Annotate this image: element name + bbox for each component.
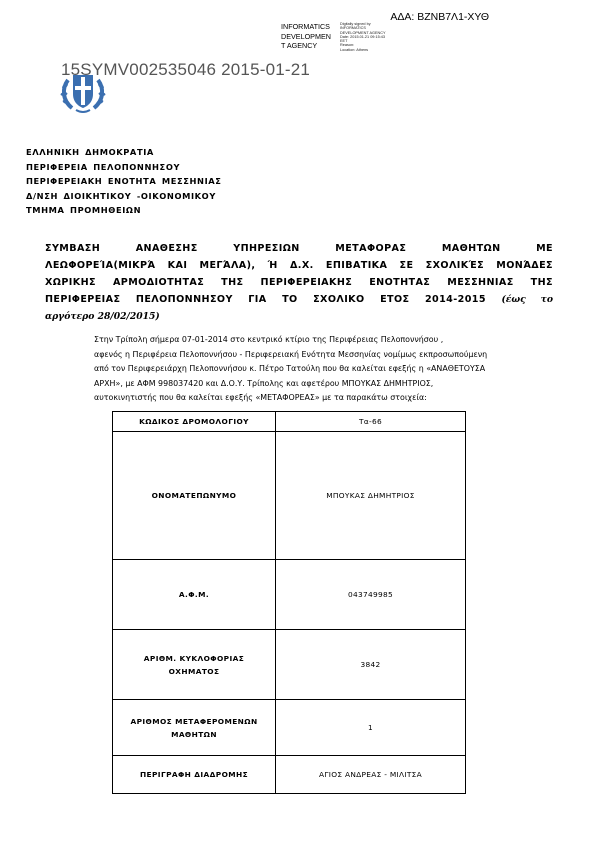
title-line: ΧΩΡΙΚΗΣ ΑΡΜΟΔΙΟΤΗΤΑΣ ΤΗΣ ΠΕΡΙΦΕΡΕΙΑΚΗΣ ΕΝΟΤΗΤΑΣ ΜΕΣΣΗΝΙΑΣ ΤΗΣ bbox=[45, 277, 553, 288]
header-line: ΠΕΡΙΦΕΡΕΙΑ ΠΕΛΟΠΟΝΝΗΣΟΥ bbox=[26, 161, 181, 172]
table-value: ΜΠΟΥΚΑΣ ΔΗΜΗΤΡΙΟΣ bbox=[276, 432, 466, 560]
table-value: Τα-66 bbox=[276, 412, 466, 432]
table-label: ΑΡΙΘΜΟΣ ΜΕΤΑΦΕΡΟΜΕΝΩΝ ΜΑΘΗΤΩΝ bbox=[113, 700, 276, 756]
intro-line: Στην Τρίπολη σήμερα 07-01-2014 στο κεντρικό κτίριο της Περιφέρειας Πελοποννήσου , bbox=[94, 335, 444, 344]
stamp-org-line: T AGENCY bbox=[281, 41, 318, 50]
stamp-detail-line: EET bbox=[340, 39, 348, 44]
table-row bbox=[113, 756, 466, 794]
table-label: ΑΡΙΘΜ. ΚΥΚΛΟΦΟΡΙΑΣ ΟΧΗΜΑΤΟΣ bbox=[113, 630, 276, 700]
stamp-detail-line: Digitally signed by bbox=[340, 22, 371, 26]
document-watermark: 15SYMV002535046 2015-01-21 bbox=[61, 60, 311, 79]
title-suffix: (έως το bbox=[501, 294, 553, 305]
stamp-detail-line: INFORMATICS bbox=[340, 26, 366, 31]
title-line: ΛΕΩΦΟΡΕΊΑ(ΜΙΚΡΆ ΚΑΙ ΜΕΓΆΛΑ), Ή Δ.Χ. ΕΠΙΒΑΤΙΚΑ ΣΕ ΣΧΟΛΙΚΈΣ ΜΟΝΆΔΕΣ bbox=[45, 260, 553, 271]
table-row bbox=[113, 700, 466, 756]
title-line bbox=[45, 291, 553, 308]
table-value: ΑΓΙΟΣ ΑΝΔΡΕΑΣ - ΜΙΛΙΤΣΑ bbox=[276, 756, 466, 794]
stamp-detail-line: Location: Athens bbox=[340, 47, 369, 52]
stamp-org-line: DEVELOPMEN bbox=[281, 31, 331, 41]
title-line: ΣΥΜΒΑΣΗ ΑΝΑΘΕΣΗΣ ΥΠΗΡΕΣΙΩΝ ΜΕΤΑΦΟΡΑΣ ΜΑΘΗΤΩΝ ΜΕ bbox=[45, 243, 553, 254]
title-line-text: ΠΕΡΙΦΕΡΕΙΑΣ ΠΕΛΟΠΟΝΝΗΣΟΥ ΓΙΑ ΤΟ ΣΧΟΛΙΚΟ ΕΤΟΣ 2014-2015 bbox=[45, 294, 486, 305]
stamp-detail-line: DEVELOPMENT AGENCY bbox=[340, 30, 386, 35]
table-row bbox=[113, 412, 466, 432]
header-line: Δ/ΝΣΗ ΔΙΟΙΚΗΤΙΚΟΥ -ΟΙΚΟΝΟΜΙΚΟΥ bbox=[26, 190, 216, 201]
intro-line: από τον Περιφερειάρχη Πελοποννήσου κ. Πέτρο Τατούλη που θα καλείται εφεξής η «ΑΝΑΘΕΤΟΥΣΑ bbox=[94, 364, 486, 373]
ada-code: ΑΔΑ: ΒΖΝΒ7Λ1-ΧΥΘ bbox=[390, 11, 489, 23]
document-title bbox=[45, 240, 553, 325]
contract-intro bbox=[94, 333, 556, 406]
stamp-detail-line: Date: 2015.01.21 09:15:43 bbox=[340, 34, 385, 39]
header-line: ΕΛΛΗΝΙΚΗ ΔΗΜΟΚΡΑΤΙΑ bbox=[26, 147, 154, 157]
table-label: ΟΝΟΜΑΤΕΠΩΝΥΜΟ bbox=[113, 432, 276, 560]
intro-line: ΑΡΧΗ», με ΑΦΜ 998037420 και Δ.Ο.Υ. Τρίπολης και αφετέρου ΜΠΟΥΚΑΣ ΔΗΜΗΤΡΙΟΣ, bbox=[94, 378, 434, 388]
table-row bbox=[113, 630, 466, 700]
table-value: 1 bbox=[276, 700, 466, 756]
table-row bbox=[113, 560, 466, 630]
header-line: ΠΕΡΙΦΕΡΕΙΑΚΗ ΕΝΟΤΗΤΑ ΜΕΣΣΗΝΙΑΣ bbox=[26, 176, 222, 186]
issuer-header bbox=[26, 145, 222, 218]
table-label: ΠΕΡΙΓΡΑΦΗ ΔΙΑΔΡΟΜΗΣ bbox=[113, 756, 276, 794]
table-value: 043749985 bbox=[276, 560, 466, 630]
title-deadline: αργότερο 28/02/2015) bbox=[45, 311, 160, 322]
stamp-detail-line: Reason: bbox=[340, 43, 355, 48]
stamp-org-line: INFORMATICS bbox=[281, 22, 330, 31]
table-label: ΚΩΔΙΚΟΣ ΔΡΟΜΟΛΟΓΙΟΥ bbox=[113, 412, 276, 432]
table-value: 3842 bbox=[276, 630, 466, 700]
intro-line: αυτοκινητιστής που θα καλείται εφεξής «ΜΕΤΑΦΟΡΕΑΣ» με τα παρακάτω στοιχεία: bbox=[94, 393, 427, 402]
table-label: Α.Φ.Μ. bbox=[113, 560, 276, 630]
table-row bbox=[113, 432, 466, 560]
contractor-details-table bbox=[112, 411, 466, 794]
intro-line: αφενός η Περιφέρεια Πελοποννήσου - Περιφερειακή Ενότητα Μεσσηνίας νομίμως εκπροσωπούμενη bbox=[94, 349, 488, 359]
header-line: ΤΜΗΜΑ ΠΡΟΜΗΘΕΙΩΝ bbox=[26, 205, 142, 215]
digital-signature-org bbox=[281, 22, 331, 51]
title-line bbox=[45, 308, 553, 325]
digital-signature-details bbox=[340, 22, 386, 52]
